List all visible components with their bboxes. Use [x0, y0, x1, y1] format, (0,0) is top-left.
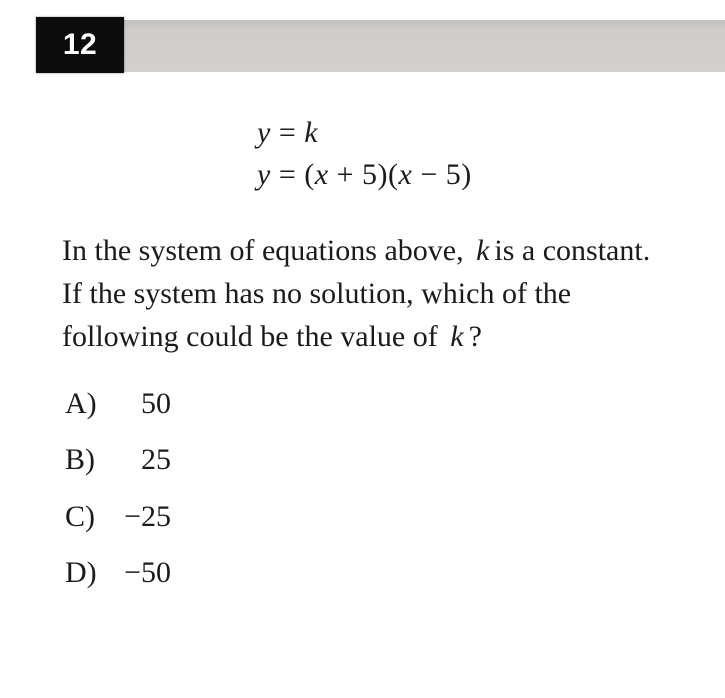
choice-b [65, 442, 171, 478]
math-variable: x [314, 158, 329, 191]
text-segment: ? [468, 320, 482, 353]
header-bar [124, 20, 725, 72]
choice-a-label: A) [65, 387, 97, 420]
question-line-2 [62, 272, 712, 315]
text-segment: = [270, 116, 305, 149]
choice-d [65, 555, 171, 591]
math-variable: k [304, 116, 319, 149]
text-segment: + 5)( [328, 158, 399, 191]
question-number-box [36, 17, 124, 73]
choice-c-label: C) [65, 500, 95, 533]
choice-c [65, 499, 171, 535]
choice-c-value: −25 [124, 500, 171, 533]
equation-line-2 [257, 154, 472, 196]
choice-a-value: 50 [141, 387, 171, 420]
text-segment: is a constant. [494, 234, 651, 267]
choice-d-value: −50 [124, 556, 171, 589]
math-variable: k [450, 320, 464, 353]
math-variable: k [476, 234, 490, 267]
question-number: 12 [62, 28, 98, 61]
question-line-3 [62, 315, 712, 358]
question-line-1 [62, 229, 712, 272]
choice-b-value: 25 [141, 443, 171, 476]
text-segment: − 5) [412, 158, 472, 191]
text-segment: following could be the value of [62, 320, 438, 353]
question-text [62, 229, 712, 358]
text-segment: In the system of equations above, [62, 234, 464, 267]
choice-a [65, 386, 171, 422]
text-segment: If the system has no solution, which of the [62, 277, 572, 310]
math-variable: y [257, 158, 271, 191]
text-segment: = ( [270, 158, 315, 191]
math-variable: y [257, 116, 271, 149]
choice-b-label: B) [65, 443, 95, 476]
math-variable: x [398, 158, 413, 191]
choice-d-label: D) [65, 556, 97, 589]
equation-line-1 [257, 112, 472, 154]
equations-block [257, 112, 472, 196]
